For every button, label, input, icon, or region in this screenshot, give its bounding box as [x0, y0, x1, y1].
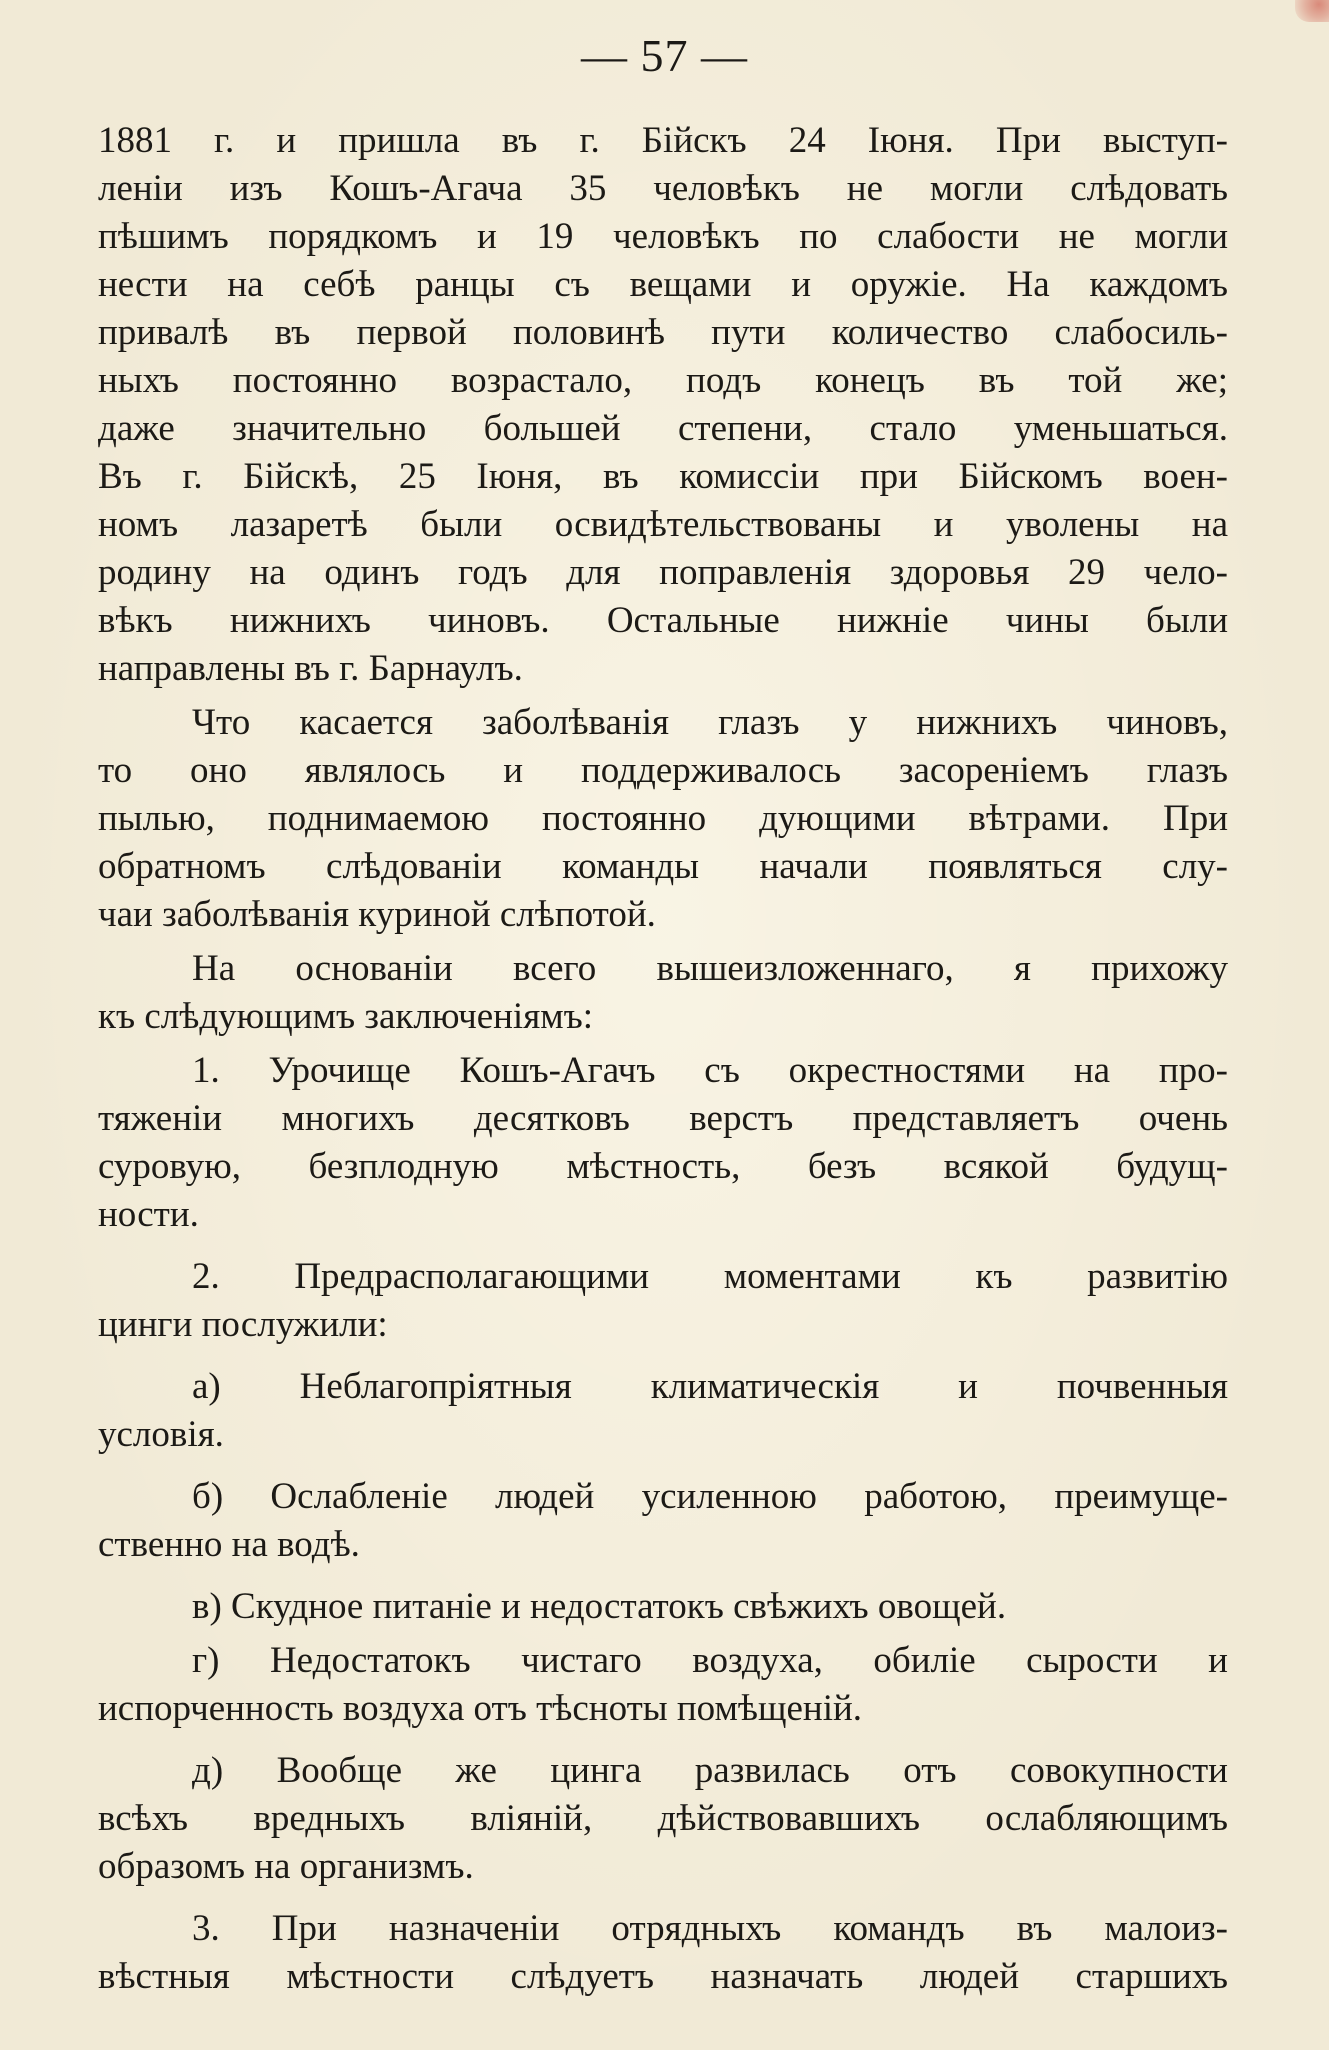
text-line: ности. — [98, 1194, 199, 1235]
text-line: ныхъ постоянно возрастало, подъ конецъ въ той же; — [98, 360, 1228, 401]
text-line: пылью, поднимаемою постоянно дующими вѣтрами. При — [98, 798, 1228, 839]
text-line: всѣхъ вредныхъ вліяній, дѣйствовавшихъ ослабляющимъ — [98, 1798, 1228, 1839]
text-line: суровую, безплодную мѣстность, безъ всякой будущ- — [98, 1146, 1228, 1187]
text-line: направлены въ г. Барнаулъ. — [98, 648, 523, 689]
conclusion-2: 2. Предрасполагающими моментами къ развитію — [192, 1256, 1228, 1297]
paragraph-start: Что касается заболѣванія глазъ у нижнихъ чиновъ, — [192, 702, 1228, 743]
text-line: Въ г. Бійскѣ, 25 Іюня, въ комиссіи при Бійскомъ воен- — [98, 456, 1228, 497]
text-line: цинги послужили: — [98, 1304, 388, 1345]
text-line: къ слѣдующимъ заключеніямъ: — [98, 996, 594, 1037]
sub-item-d: д) Вообще же цинга развилась отъ совокупности — [192, 1750, 1228, 1791]
text-line: вѣстныя мѣстности слѣдуетъ назначать людей старшихъ — [98, 1956, 1228, 1997]
text-line: тяженіи многихъ десятковъ верстъ представляетъ очень — [98, 1098, 1228, 1139]
text-line: чаи заболѣванія куриной слѣпотой. — [98, 894, 656, 935]
text-line: даже значительно большей степени, стало уменьшаться. — [98, 408, 1228, 449]
text-line: обратномъ слѣдованіи команды начали появляться слу- — [98, 846, 1228, 887]
text-line: то оно являлось и поддерживалось засореніемъ глазъ — [98, 750, 1228, 791]
text-line: номъ лазаретѣ были освидѣтельствованы и уволены на — [98, 504, 1228, 545]
text-line: привалѣ въ первой половинѣ пути количество слабосиль- — [98, 312, 1228, 353]
text-line: 1881 г. и пришла въ г. Бійскъ 24 Іюня. При выступ- — [98, 120, 1228, 161]
conclusion-1: 1. Урочище Кошъ-Агачъ съ окрестностями на про- — [192, 1050, 1228, 1091]
text-line: вѣкъ нижнихъ чиновъ. Остальные нижніе чины были — [98, 600, 1228, 641]
sub-item-b: б) Ослабленіе людей усиленною работою, преимуще- — [192, 1476, 1228, 1517]
text-line: образомъ на организмъ. — [98, 1846, 474, 1887]
text-line: леніи изъ Кошъ-Агача 35 человѣкъ не могли слѣдовать — [98, 168, 1228, 209]
conclusion-3: 3. При назначеніи отрядныхъ командъ въ малоиз- — [192, 1908, 1228, 1949]
text-line: испорченность воздуха отъ тѣсноты помѣщеній. — [98, 1688, 863, 1729]
text-line: нести на себѣ ранцы съ вещами и оружіе. На каждомъ — [98, 264, 1228, 305]
body-text — [98, 117, 1228, 2001]
paper-stain — [1295, 0, 1329, 22]
sub-item-v: в) Скудное питаніе и недостатокъ свѣжихъ овощей. — [192, 1586, 1007, 1627]
sub-item-a: а) Неблагопріятныя климатическія и почвенныя — [192, 1366, 1228, 1407]
paragraph-start: На основаніи всего вышеизложеннаго, я прихожу — [192, 948, 1228, 989]
text-line: родину на одинъ годъ для поправленія здоровья 29 чело- — [98, 552, 1228, 593]
text-line: пѣшимъ порядкомъ и 19 человѣкъ по слабости не могли — [98, 216, 1228, 257]
text-line: ственно на водѣ. — [98, 1524, 360, 1565]
text-line: условія. — [98, 1414, 224, 1455]
sub-item-g: г) Недостатокъ чистаго воздуха, обиліе сырости и — [192, 1640, 1228, 1681]
page-number: — 57 — — [581, 30, 748, 81]
